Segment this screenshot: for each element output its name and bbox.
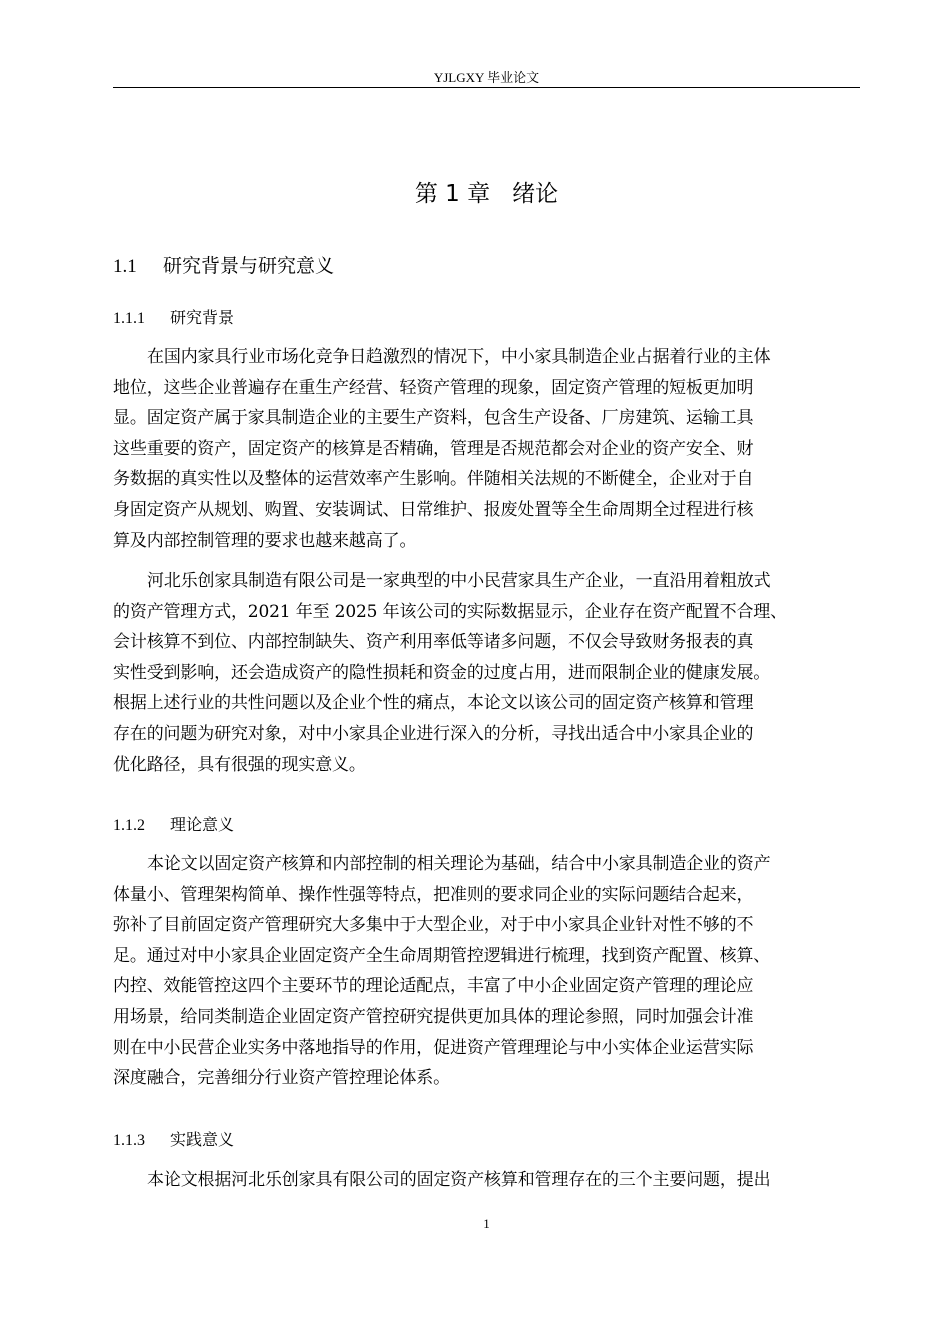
text-line: 本论文以固定资产核算和内部控制的相关理论为基础，结合中小家具制造企业的资产 — [147, 854, 771, 874]
text-line: 身固定资产从规划、购置、安装调试、日常维护、报废处置等全生命周期全过程进行核 — [113, 499, 754, 520]
text-line: 内控、效能管控这四个主要环节的理论适配点，丰富了中小企业固定资产管理的理论应 — [113, 976, 754, 997]
paragraph-theory — [113, 849, 873, 1094]
text-line: 根据上述行业的共性问题以及企业个性的痛点，本论文以该公司的固定资产核算和管理 — [113, 693, 754, 714]
subsection-heading-practice — [113, 1129, 234, 1152]
header-rule — [113, 87, 860, 88]
text-line: 则在中小民营企业实务中落地指导的作用，促进资产管理理论与中小实体企业运营实际 — [113, 1037, 754, 1058]
text-line: 河北乐创家具制造有限公司是一家典型的中小民营家具生产企业，一直沿用着粗放式 — [147, 571, 771, 591]
text-line: 地位，这些企业普遍存在重生产经营、轻资产管理的现象，固定资产管理的短板更加明 — [113, 377, 754, 398]
paragraph-background-1 — [113, 342, 873, 556]
text-line: 务数据的真实性以及整体的运营效率产生影响。伴随相关法规的不断健全，企业对于自 — [113, 469, 754, 490]
section-number: 1.1 — [113, 256, 137, 277]
text-line: 算及内部控制管理的要求也越来越高了。 — [113, 530, 417, 551]
subsection-heading-background — [113, 307, 234, 330]
page-number: 1 — [483, 1216, 490, 1231]
text-line: 这些重要的资产，固定资产的核算是否精确，管理是否规范都会对企业的资产安全、财 — [113, 438, 754, 459]
text-line: 在国内家具行业市场化竞争日趋激烈的情况下，中小家具制造企业占据着行业的主体 — [147, 347, 771, 367]
text-line: 足。通过对中小家具企业固定资产全生命周期管控逻辑进行梳理，找到资产配置、核算、 — [113, 945, 771, 966]
text-line: 显。固定资产属于家具制造企业的主要生产资料，包含生产设备、厂房建筑、运输工具 — [113, 408, 754, 429]
text-line: 深度融合，完善细分行业资产管控理论体系。 — [113, 1068, 450, 1089]
text-line: 的资产管理方式，2021 年至 2025 年该公司的实际数据显示，企业存在资产配置不合理、 — [113, 601, 787, 622]
text-line: 体量小、管理架构简单、操作性强等特点，把准则的要求同企业的实际问题结合起来， — [113, 884, 754, 905]
text-line: 弥补了目前固定资产管理研究大多集中于大型企业，对于中小家具企业针对性不够的不 — [113, 915, 754, 936]
subsection-title: 研究背景 — [170, 308, 235, 327]
text-line: 会计核算不到位、内部控制缺失、资产利用率低等诸多问题，不仅会导致财务报表的真 — [113, 632, 754, 653]
subsection-heading-theory — [113, 814, 234, 837]
section-title: 研究背景与研究意义 — [163, 255, 335, 277]
paragraph-practice — [113, 1165, 873, 1196]
subsection-number: 1.1.3 — [113, 1132, 145, 1149]
subsection-title: 实践意义 — [170, 1130, 235, 1149]
paragraph-background-2 — [113, 566, 873, 780]
subsection-title: 理论意义 — [170, 815, 235, 834]
section-heading — [113, 253, 334, 280]
chapter-name: 绪论 — [512, 181, 559, 207]
subsection-number: 1.1.2 — [113, 817, 145, 834]
chapter-title — [113, 178, 860, 210]
subsection-number: 1.1.1 — [113, 310, 145, 327]
text-line: 用场景，给同类制造企业固定资产管控研究提供更加具体的理论参照，同时加强会计准 — [113, 1006, 754, 1027]
text-line: 优化路径，具有很强的现实意义。 — [113, 754, 366, 775]
text-line: 实性受到影响，还会造成资产的隐性损耗和资金的过度占用，进而限制企业的健康发展。 — [113, 662, 771, 683]
text-line: 本论文根据河北乐创家具有限公司的固定资产核算和管理存在的三个主要问题，提出 — [147, 1170, 771, 1190]
page-header: YJLGXY 毕业论文 — [433, 70, 540, 85]
chapter-number: 第 1 章 — [414, 181, 491, 207]
text-line: 存在的问题为研究对象，对中小家具企业进行深入的分析，寻找出适合中小家具企业的 — [113, 723, 754, 744]
